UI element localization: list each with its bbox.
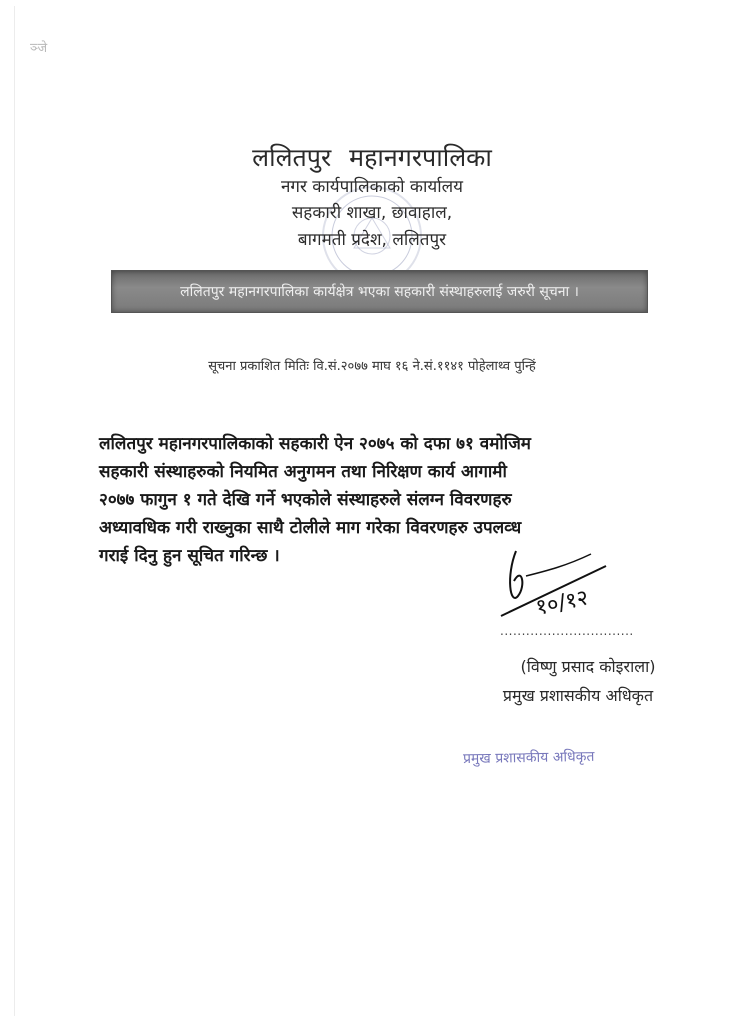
body-line: अध्यावधिक गरी राख्नुका साथै टोलीले माग गरेका विवरणहरु उपलव्ध — [99, 518, 522, 538]
notice-banner — [111, 270, 648, 313]
section-name: सहकारी शाखा, छावाहाल, — [291, 203, 453, 223]
body-line: सहकारी संस्थाहरुको नियमित अनुगमन तथा निरिक्षण कार्य आगामी — [99, 462, 507, 482]
office-address: बागमती प्रदेश, ललितपुर — [297, 230, 447, 250]
banner-title: ललितपुर महानगरपालिका कार्यक्षेत्र भएका सहकारी संस्थाहरुलाई जरुरी सूचना । — [180, 284, 579, 300]
signer-name: (विष्णु प्रसाद कोइराला) — [520, 657, 656, 676]
corner-mark: ञ्जे — [30, 41, 49, 56]
signer-title: प्रमुख प्रशासकीय अधिकृत — [502, 686, 654, 705]
signature-icon — [496, 536, 646, 636]
body-line: २०७७ फागुन १ गते देखि गर्ने भएकोले संस्थाहरुले संलग्न विवरणहरु — [99, 490, 512, 510]
handwritten-signature — [496, 536, 646, 636]
body-line: गराई दिनु हुन सूचित गरिन्छ । — [99, 546, 280, 566]
signature-line: ............................... — [500, 624, 634, 638]
published-date: सूचना प्रकाशित मितिः वि.सं.२०७७ माघ १६ ने.सं.११४१ पोहेलाथ्व पुन्हिं — [208, 359, 536, 374]
signature-date: १०/१२ — [533, 585, 591, 621]
office-name: नगर कार्यपालिकाको कार्यालय — [280, 177, 464, 197]
body-line: ललितपुर महानगरपालिकाको सहकारी ऐन २०७५ को दफा ७१ वमोजिम — [99, 434, 531, 454]
designation-stamp: प्रमुख प्रशासकीय अधिकृत — [462, 748, 595, 768]
org-name: ललितपुर महानगरपालिका — [252, 143, 492, 172]
